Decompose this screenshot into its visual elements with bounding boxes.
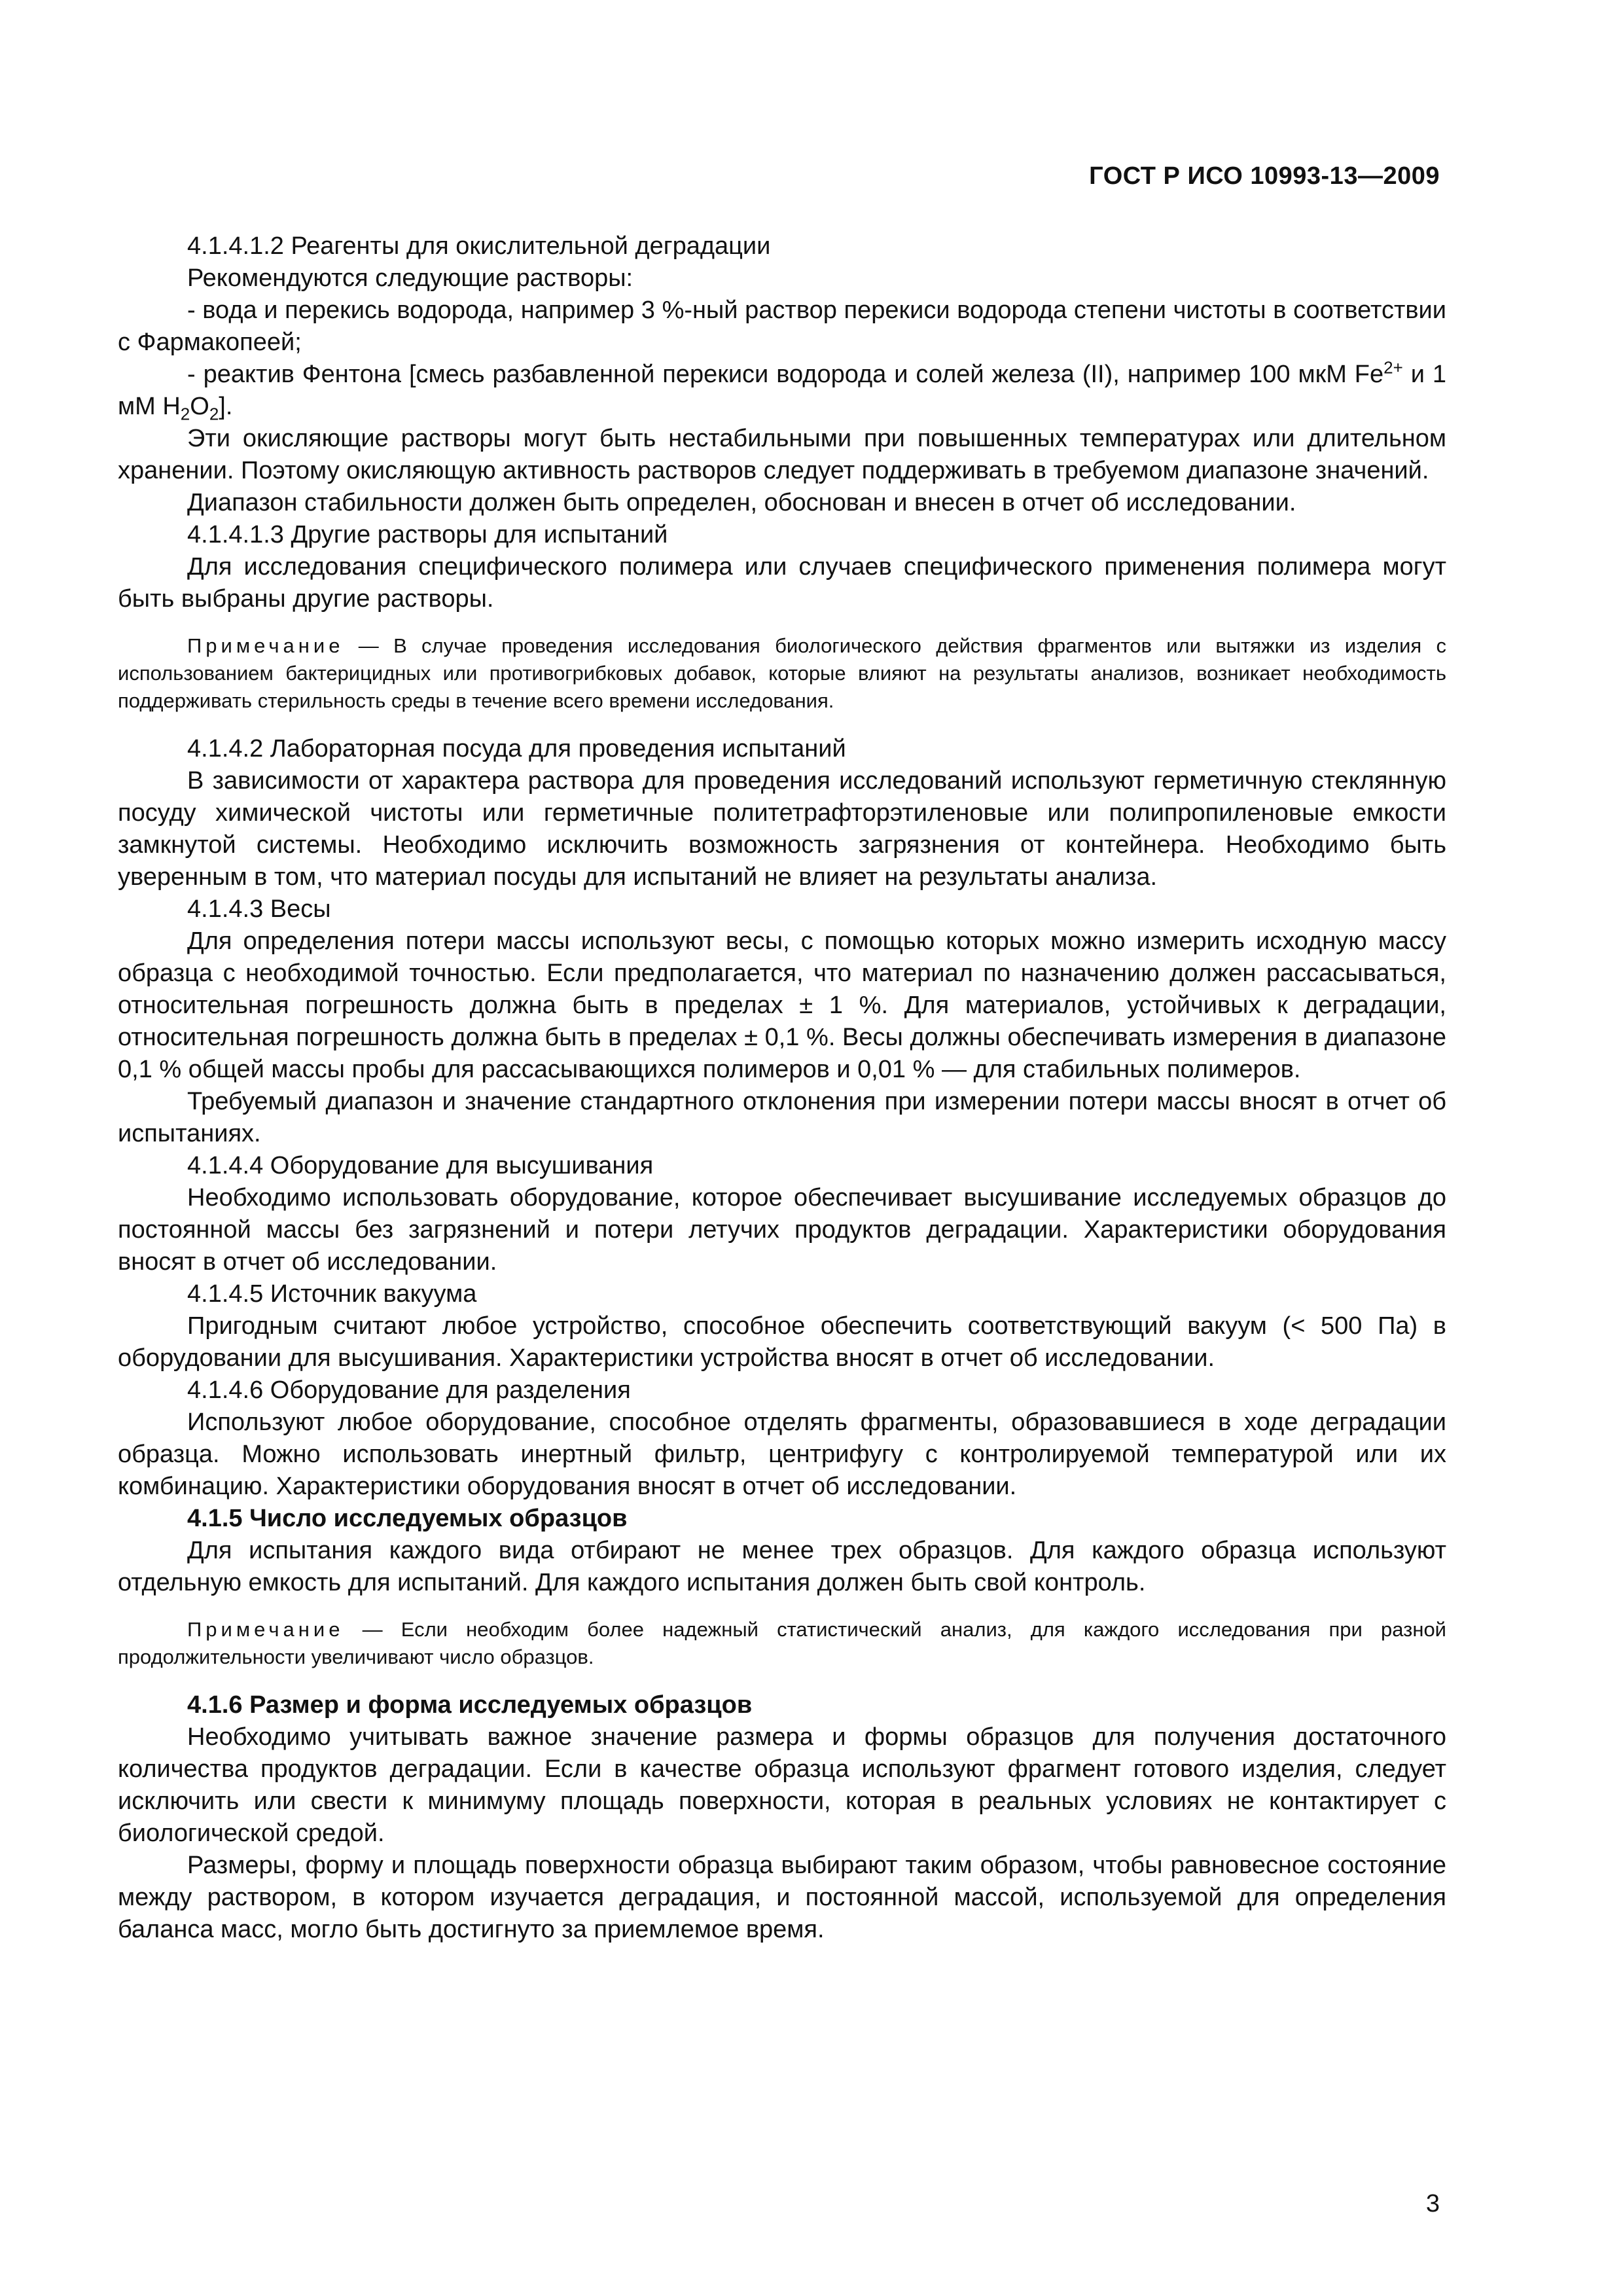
section-heading-4-1-4-5: 4.1.4.5 Источник вакуума [187, 1280, 477, 1308]
paragraph: Пригодным считают любое устройство, способное обеспечить соответствующий вакуум (< 500 Па) в оборудовании для высушивания. Характеристики устройства вносят в отчет об исследовании. [118, 1312, 1446, 1372]
section-heading-4-1-4-1-3: 4.1.4.1.3 Другие растворы для испытаний [187, 521, 668, 548]
section-heading-4-1-5: 4.1.5 Число исследуемых образцов [187, 1505, 628, 1532]
paragraph: Требуемый диапазон и значение стандартного отклонения при измерении потери массы вносят в отчет об испытаниях. [118, 1088, 1446, 1147]
page-number: 3 [1425, 2190, 1440, 2217]
note-label: Примечание [187, 1618, 344, 1641]
paragraph: Рекомендуются следующие растворы: [187, 264, 633, 292]
document-header: ГОСТ Р ИСО 10993-13—2009 [1089, 162, 1440, 190]
paragraph: Для испытания каждого вида отбирают не менее трех образцов. Для каждого образца используют отдельную емкость для испытаний. Для каждого испытания должен быть свой контроль. [118, 1537, 1446, 1596]
paragraph: В зависимости от характера раствора для проведения исследований используют герметичную стеклянную посуду химической чистоты или герметичные политетрафторэтиленовые или полипропиленовые емкости замкнутой системы. Необходимо исключить возможность загрязнения от контейнера. Необходимо быть уверенным в том, что материал посуды для испытаний не влияет на результаты анализа. [118, 767, 1446, 891]
note: Примечание — В случае проведения исследования биологического действия фрагментов или вытяжки из изделия с использованием бактерицидных или противогрибковых добавок, которые влияют на результаты анализов, возникает необходимость поддерживать стерильность среды в течение всего времени исследования. [118, 634, 1446, 712]
paragraph: Используют любое оборудование, способное отделять фрагменты, образовавшиеся в ходе деградации образца. Можно использовать инертный фильтр, центрифугу с контролируемой температурой или их комбинацию. Характеристики оборудования вносят в отчет об исследовании. [118, 1408, 1446, 1500]
section-heading-4-1-4-6: 4.1.4.6 Оборудование для разделения [187, 1376, 631, 1404]
paragraph: Для определения потери массы используют весы, с помощью которых можно измерить исходную массу образца с необходимой точностью. Если предполагается, что материал по назначению должен рассасываться, относительная погрешность должна быть в пределах ± 1 %. Для материалов, устойчивых к деградации, относительная погрешность должна быть в пределах ± 0,1 %. Весы должны обеспечивать измерения в диапазоне 0,1 % общей массы пробы для рассасывающихся полимеров и 0,01 % — для стабильных полимеров. [118, 927, 1446, 1083]
section-heading-4-1-4-2: 4.1.4.2 Лабораторная посуда для проведения испытаний [187, 735, 846, 762]
list-item-fenton: - реактив Фентона [смесь разбавленной перекиси водорода и солей железа (II), например 100 мкМ $Fe^{2+}$ и 1 мМ $H_2O_2$]. [118, 357, 1446, 424]
paragraph: Необходимо использовать оборудование, которое обеспечивает высушивание исследуемых образцов до постоянной массы без загрязнений и потери летучих продуктов деградации. Характеристики оборудования вносят в отчет об исследовании. [118, 1184, 1446, 1276]
paragraph: Эти окисляющие растворы могут быть нестабильными при повышенных температурах или длительном хранении. Поэтому окисляющую активность растворов следует поддерживать в требуемом диапазоне значений. [118, 425, 1446, 484]
section-heading-4-1-4-1-2: 4.1.4.1.2 Реагенты для окислительной деградации [187, 232, 771, 260]
section-heading-4-1-4-3: 4.1.4.3 Весы [187, 895, 331, 923]
section-heading-4-1-6: 4.1.6 Размер и форма исследуемых образцов [187, 1691, 753, 1719]
section-heading-4-1-4-4: 4.1.4.4 Оборудование для высушивания [187, 1152, 654, 1179]
document-body [118, 230, 1446, 1946]
paragraph: Диапазон стабильности должен быть определен, обоснован и внесен в отчет об исследовании. [187, 489, 1296, 516]
paragraph: Необходимо учитывать важное значение размера и формы образцов для получения достаточного количества продуктов деградации. Если в качестве образца используют фрагмент готового изделия, следует исключить или свести к минимуму площадь поверхности, которая в реальных условиях не контактирует с биологической средой. [118, 1723, 1446, 1847]
note-text: В случае проведения исследования биологического действия фрагментов или вытяжки из изделия с использованием бактерицидных или противогрибковых добавок, которые влияют на результаты анализов, возникает необходимость поддерживать стерильность среды в течение всего времени исследования. [118, 634, 1446, 712]
note-label: Примечание [187, 634, 344, 657]
note: Примечание — Если необходим более надежный статистический анализ, для каждого исследования при разной продолжительности увеличивают число образцов. [118, 1618, 1447, 1668]
list-item: - вода и перекись водорода, например 3 %-ный раствор перекиси водорода степени чистоты в соответствии с Фармакопеей; [118, 296, 1446, 356]
paragraph: Для исследования специфического полимера или случаев специфического применения полимера могут быть выбраны другие растворы. [118, 553, 1446, 613]
paragraph: Размеры, форму и площадь поверхности образца выбирают таким образом, чтобы равновесное состояние между раствором, в котором изучается деградация, и постоянной массой, используемой для определения баланса масс, могло быть достигнуто за приемлемое время. [118, 1852, 1446, 1943]
note-text: Если необходим более надежный статистический анализ, для каждого исследования при разной продолжительности увеличивают число образцов. [118, 1618, 1447, 1668]
